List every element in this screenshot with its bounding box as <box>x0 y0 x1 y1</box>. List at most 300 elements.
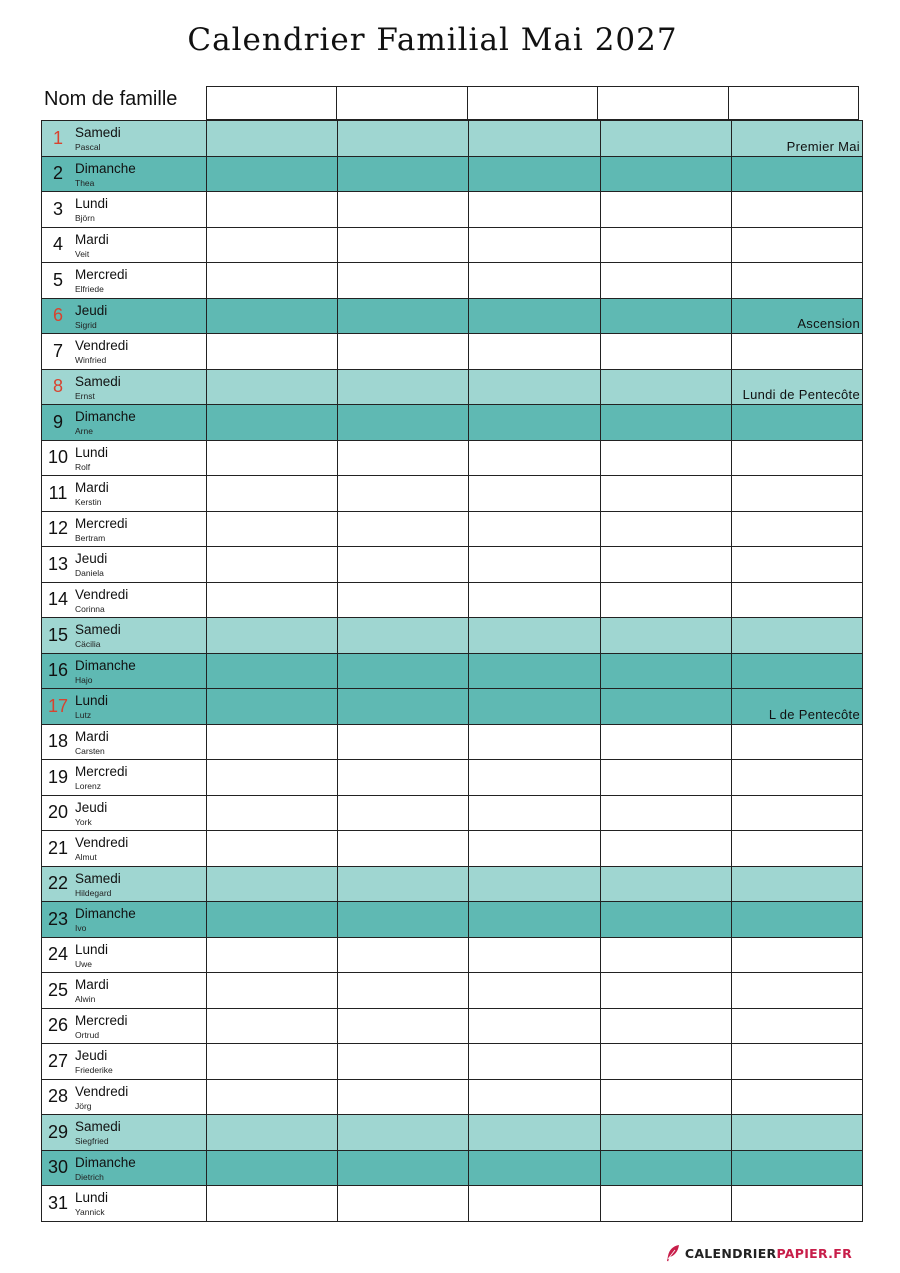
family-member-day-cell[interactable] <box>469 583 600 618</box>
family-member-day-cell[interactable] <box>207 902 338 937</box>
family-member-day-cell[interactable] <box>338 228 469 263</box>
family-member-day-cell[interactable] <box>469 725 600 760</box>
saint-name: Pascal <box>75 142 101 152</box>
family-member-day-cell[interactable] <box>732 1186 863 1221</box>
family-member-day-cell[interactable] <box>207 263 338 298</box>
day-row <box>42 760 863 796</box>
weekday-name: Lundi <box>75 444 109 460</box>
family-member-day-cell[interactable] <box>338 938 469 973</box>
day-label-cell <box>42 796 207 831</box>
family-member-day-cell[interactable] <box>732 867 863 902</box>
family-member-day-cell[interactable] <box>469 1009 600 1044</box>
day-row <box>42 263 863 299</box>
saint-name: Kerstin <box>75 497 102 507</box>
family-member-day-cell[interactable] <box>469 157 600 192</box>
weekday-name: Vendredi <box>75 338 129 353</box>
day-label-cell <box>42 263 207 298</box>
family-member-day-cell[interactable] <box>338 689 469 724</box>
saint-name: York <box>75 816 92 827</box>
day-number: 29 <box>47 1121 69 1142</box>
family-member-day-cell[interactable] <box>207 725 338 760</box>
weekday-name: Mardi <box>75 728 109 744</box>
family-member-day-cell[interactable] <box>207 867 338 902</box>
family-member-day-cell[interactable] <box>601 263 732 298</box>
family-member-day-cell[interactable] <box>207 760 338 795</box>
family-member-day-cell[interactable] <box>338 1186 469 1221</box>
family-member-day-cell[interactable] <box>732 618 863 653</box>
family-member-day-cell[interactable] <box>469 867 600 902</box>
family-member-day-cell[interactable] <box>601 725 732 760</box>
family-member-day-cell[interactable] <box>601 1115 732 1150</box>
day-label-cell <box>42 228 207 263</box>
day-label-cell <box>42 157 207 192</box>
family-member-day-cell[interactable] <box>207 370 338 405</box>
family-member-day-cell[interactable] <box>338 334 469 369</box>
family-member-day-cell[interactable] <box>732 334 863 369</box>
family-member-day-cell[interactable] <box>469 405 600 440</box>
day-number: 22 <box>47 873 69 894</box>
family-member-day-cell[interactable] <box>601 654 732 689</box>
day-row <box>42 441 863 477</box>
family-member-day-cell[interactable] <box>338 760 469 795</box>
family-member-day-cell[interactable] <box>338 441 469 476</box>
day-number: 25 <box>47 979 69 1000</box>
family-member-day-cell[interactable] <box>338 1009 469 1044</box>
page-title: Calendrier Familial Mai 2027 <box>187 22 678 58</box>
day-label-cell <box>42 689 207 724</box>
day-label-cell <box>42 831 207 866</box>
family-member-day-cell[interactable] <box>469 1186 600 1221</box>
weekday-name: Lundi <box>75 196 109 211</box>
family-member-day-cell[interactable] <box>601 228 732 263</box>
family-member-day-cell[interactable] <box>732 547 863 582</box>
family-member-day-cell[interactable] <box>601 476 732 511</box>
day-number: 9 <box>52 411 63 432</box>
family-member-day-cell[interactable] <box>469 796 600 831</box>
weekday-name: Mercredi <box>75 1012 128 1028</box>
saint-name: Jörg <box>75 1100 92 1111</box>
family-member-day-cell[interactable] <box>732 1080 863 1115</box>
family-member-day-cell[interactable] <box>732 1115 863 1150</box>
family-member-day-cell[interactable] <box>207 228 338 263</box>
day-label-cell <box>42 370 207 405</box>
day-row <box>42 405 863 441</box>
family-member-name-cell[interactable] <box>728 86 859 120</box>
family-member-day-cell[interactable] <box>732 192 863 227</box>
family-member-day-cell[interactable] <box>732 228 863 263</box>
saint-name: Arne <box>75 426 93 436</box>
day-number: 30 <box>47 1157 69 1178</box>
family-member-day-cell[interactable] <box>338 370 469 405</box>
family-member-day-cell[interactable] <box>601 796 732 831</box>
day-number: 19 <box>47 766 69 787</box>
family-member-day-cell[interactable] <box>601 547 732 582</box>
day-row <box>42 228 863 264</box>
day-row <box>42 192 863 228</box>
family-member-day-cell[interactable] <box>207 476 338 511</box>
family-member-day-cell[interactable] <box>601 121 732 156</box>
saint-name: Carsten <box>75 745 105 756</box>
weekday-name: Samedi <box>75 373 121 389</box>
family-member-day-cell[interactable] <box>732 583 863 618</box>
saint-name: Alwin <box>75 994 96 1004</box>
family-member-day-cell[interactable] <box>207 299 338 334</box>
day-row <box>42 121 863 157</box>
family-member-day-cell[interactable] <box>601 760 732 795</box>
family-member-day-cell[interactable] <box>469 547 600 582</box>
saint-name: Ernst <box>75 390 95 401</box>
saint-name: Björn <box>75 213 95 223</box>
family-member-day-cell[interactable] <box>207 192 338 227</box>
day-label-cell <box>42 334 207 369</box>
family-member-day-cell[interactable] <box>732 760 863 795</box>
family-member-day-cell[interactable] <box>338 547 469 582</box>
family-member-day-cell[interactable] <box>207 1115 338 1150</box>
saint-name: Hajo <box>75 674 93 685</box>
day-label-cell <box>42 1080 207 1115</box>
day-number: 14 <box>47 589 69 610</box>
day-label-cell <box>42 1044 207 1079</box>
saint-name: Thea <box>75 177 95 188</box>
weekday-name: Mercredi <box>75 267 128 282</box>
family-member-day-cell[interactable] <box>207 334 338 369</box>
day-number: 11 <box>48 482 68 503</box>
day-number: 13 <box>47 553 69 574</box>
day-row <box>42 299 863 335</box>
day-number: 15 <box>47 624 69 645</box>
saint-name: Ivo <box>75 923 87 933</box>
family-member-day-cell[interactable] <box>338 157 469 192</box>
day-number: 4 <box>52 234 63 255</box>
day-number: 23 <box>47 908 69 929</box>
day-label-cell <box>42 1115 207 1150</box>
family-member-day-cell[interactable] <box>469 370 600 405</box>
day-label-cell <box>42 618 207 653</box>
family-name-label: Nom de famille <box>44 88 178 110</box>
family-member-day-cell[interactable] <box>601 1080 732 1115</box>
saint-name: Siegfried <box>75 1136 109 1146</box>
family-member-day-cell[interactable] <box>601 157 732 192</box>
day-number: 28 <box>47 1086 69 1107</box>
family-member-day-cell[interactable] <box>207 618 338 653</box>
saint-name: Lutz <box>75 710 92 720</box>
weekday-name: Dimanche <box>75 1154 136 1170</box>
family-member-day-cell[interactable] <box>469 192 600 227</box>
family-member-name-cell[interactable] <box>206 86 337 120</box>
family-member-day-cell[interactable] <box>601 192 732 227</box>
family-member-day-cell[interactable] <box>469 973 600 1008</box>
weekday-name: Vendredi <box>75 586 129 602</box>
family-member-day-cell[interactable] <box>601 512 732 547</box>
day-label-cell <box>42 512 207 547</box>
family-member-day-cell[interactable] <box>601 1151 732 1186</box>
day-number: 6 <box>52 305 63 326</box>
family-member-name-cell[interactable] <box>597 86 728 120</box>
day-row <box>42 725 863 761</box>
family-member-day-cell[interactable] <box>338 973 469 1008</box>
family-member-day-cell[interactable] <box>207 1151 338 1186</box>
day-number: 3 <box>52 198 63 219</box>
family-member-day-cell[interactable] <box>338 121 469 156</box>
family-member-day-cell[interactable] <box>338 476 469 511</box>
weekday-name: Mercredi <box>75 515 128 531</box>
family-member-day-cell[interactable] <box>338 725 469 760</box>
weekday-name: Lundi <box>75 1190 109 1205</box>
family-member-day-cell[interactable] <box>601 618 732 653</box>
day-row <box>42 938 863 974</box>
family-member-day-cell[interactable] <box>732 725 863 760</box>
family-member-day-cell[interactable] <box>601 902 732 937</box>
day-label-cell <box>42 654 207 689</box>
day-number: 12 <box>47 518 69 539</box>
weekday-name: Samedi <box>75 1119 121 1134</box>
family-member-day-cell[interactable] <box>207 1186 338 1221</box>
day-number: 8 <box>52 376 63 397</box>
family-member-day-cell[interactable] <box>601 583 732 618</box>
family-member-day-cell[interactable] <box>732 405 863 440</box>
weekday-name: Jeudi <box>75 551 108 566</box>
day-number: 18 <box>47 731 69 752</box>
day-number: 17 <box>47 695 69 716</box>
day-number: 1 <box>52 127 63 148</box>
weekday-name: Dimanche <box>75 160 136 176</box>
family-member-day-cell[interactable] <box>601 299 732 334</box>
family-member-day-cell[interactable] <box>732 512 863 547</box>
day-row <box>42 689 863 725</box>
family-member-day-cell[interactable] <box>207 405 338 440</box>
saint-name: Sigrid <box>75 319 97 330</box>
day-row <box>42 796 863 832</box>
family-member-day-cell[interactable] <box>601 1009 732 1044</box>
family-member-day-cell[interactable] <box>601 938 732 973</box>
day-number: 20 <box>47 802 69 823</box>
saint-name: Friederike <box>75 1065 113 1075</box>
day-row <box>42 370 863 406</box>
holiday-label: Lundi de Pentecôte <box>742 387 860 402</box>
day-row <box>42 831 863 867</box>
family-member-day-cell[interactable] <box>338 405 469 440</box>
weekday-name: Jeudi <box>75 1048 108 1063</box>
brand-name-part2: PAPIER.FR <box>776 1245 852 1261</box>
family-member-day-cell[interactable] <box>207 121 338 156</box>
family-member-day-cell[interactable] <box>469 228 600 263</box>
family-member-day-cell[interactable] <box>601 370 732 405</box>
day-label-cell <box>42 192 207 227</box>
weekday-name: Samedi <box>75 125 121 140</box>
family-member-day-cell[interactable] <box>207 583 338 618</box>
day-row <box>42 1080 863 1116</box>
saint-name: Elfriede <box>75 284 104 294</box>
family-member-day-cell[interactable] <box>469 831 600 866</box>
family-member-day-cell[interactable] <box>732 796 863 831</box>
saint-name: Corinna <box>75 603 105 614</box>
family-member-day-cell[interactable] <box>732 263 863 298</box>
family-member-day-cell[interactable] <box>732 1044 863 1079</box>
family-member-day-cell[interactable] <box>732 831 863 866</box>
family-member-day-cell[interactable] <box>601 689 732 724</box>
family-member-day-cell[interactable] <box>338 192 469 227</box>
family-member-day-cell[interactable] <box>732 973 863 1008</box>
day-row <box>42 902 863 938</box>
family-member-day-cell[interactable] <box>207 547 338 582</box>
family-member-day-cell[interactable] <box>601 334 732 369</box>
family-member-day-cell[interactable] <box>338 1151 469 1186</box>
family-member-day-cell[interactable] <box>338 583 469 618</box>
day-label-cell <box>42 583 207 618</box>
family-member-day-cell[interactable] <box>601 867 732 902</box>
saint-name: Dietrich <box>75 1171 104 1182</box>
day-row <box>42 618 863 654</box>
day-row <box>42 512 863 548</box>
family-member-day-cell[interactable] <box>732 441 863 476</box>
holiday-label: Premier Mai <box>786 138 860 154</box>
family-member-day-cell[interactable] <box>732 157 863 192</box>
family-member-day-cell[interactable] <box>338 618 469 653</box>
saint-name: Lorenz <box>75 781 101 791</box>
family-member-day-cell[interactable] <box>601 1044 732 1079</box>
family-member-name-cell[interactable] <box>467 86 598 120</box>
family-member-day-cell[interactable] <box>469 1044 600 1079</box>
family-member-day-cell[interactable] <box>207 1044 338 1079</box>
day-label-cell <box>42 1186 207 1221</box>
family-member-day-cell[interactable] <box>469 938 600 973</box>
day-label-cell <box>42 938 207 973</box>
day-label-cell <box>42 441 207 476</box>
brand-logo <box>665 1244 852 1262</box>
day-row <box>42 1115 863 1151</box>
day-row <box>42 973 863 1009</box>
family-member-day-cell[interactable] <box>338 263 469 298</box>
family-member-day-cell[interactable] <box>207 973 338 1008</box>
family-member-day-cell[interactable] <box>601 1186 732 1221</box>
family-member-day-cell[interactable] <box>732 654 863 689</box>
weekday-name: Dimanche <box>75 657 136 673</box>
family-member-day-cell[interactable] <box>207 796 338 831</box>
day-label-cell <box>42 121 207 156</box>
family-member-day-cell[interactable] <box>338 902 469 937</box>
family-member-day-cell[interactable] <box>338 654 469 689</box>
day-number: 27 <box>47 1050 69 1071</box>
day-row <box>42 867 863 903</box>
family-member-day-cell[interactable] <box>338 1080 469 1115</box>
weekday-name: Lundi <box>75 693 109 708</box>
family-member-day-cell[interactable] <box>469 476 600 511</box>
family-member-day-cell[interactable] <box>469 263 600 298</box>
day-row <box>42 583 863 619</box>
family-member-day-cell[interactable] <box>207 512 338 547</box>
saint-name: Hildegard <box>75 887 112 898</box>
day-number: 5 <box>52 269 63 290</box>
family-member-day-cell[interactable] <box>732 1009 863 1044</box>
family-member-day-cell[interactable] <box>469 654 600 689</box>
day-label-cell <box>42 1151 207 1186</box>
family-member-header-row <box>206 86 859 120</box>
family-member-day-cell[interactable] <box>601 973 732 1008</box>
family-member-day-cell[interactable] <box>469 689 600 724</box>
family-member-day-cell[interactable] <box>207 938 338 973</box>
family-member-day-cell[interactable] <box>338 512 469 547</box>
family-member-day-cell[interactable] <box>338 867 469 902</box>
family-member-day-cell[interactable] <box>469 441 600 476</box>
saint-name: Ortrud <box>75 1029 100 1040</box>
family-member-day-cell[interactable] <box>601 831 732 866</box>
family-member-day-cell[interactable] <box>207 1080 338 1115</box>
day-row <box>42 476 863 512</box>
day-number: 2 <box>52 163 63 184</box>
day-number: 26 <box>47 1015 69 1036</box>
family-member-day-cell[interactable] <box>338 1115 469 1150</box>
family-member-day-cell[interactable] <box>338 1044 469 1079</box>
day-row <box>42 547 863 583</box>
family-member-day-cell[interactable] <box>732 1151 863 1186</box>
family-member-name-cell[interactable] <box>336 86 467 120</box>
family-member-day-cell[interactable] <box>732 476 863 511</box>
family-member-day-cell[interactable] <box>732 902 863 937</box>
family-member-day-cell[interactable] <box>469 299 600 334</box>
family-member-day-cell[interactable] <box>338 831 469 866</box>
weekday-name: Mardi <box>75 231 109 247</box>
day-row <box>42 1009 863 1045</box>
family-member-day-cell[interactable] <box>207 831 338 866</box>
family-member-day-cell[interactable] <box>207 441 338 476</box>
saint-name: Winfried <box>75 355 107 365</box>
family-member-day-cell[interactable] <box>601 405 732 440</box>
family-member-day-cell[interactable] <box>469 512 600 547</box>
family-member-day-cell[interactable] <box>207 654 338 689</box>
day-row <box>42 1151 863 1187</box>
saint-name: Bertram <box>75 532 106 543</box>
saint-name: Cäcilia <box>75 639 101 649</box>
day-row <box>42 157 863 193</box>
weekday-name: Samedi <box>75 870 121 886</box>
day-label-cell <box>42 867 207 902</box>
family-member-day-cell[interactable] <box>469 121 600 156</box>
family-member-day-cell[interactable] <box>207 1009 338 1044</box>
family-member-day-cell[interactable] <box>207 689 338 724</box>
family-member-day-cell[interactable] <box>469 618 600 653</box>
family-member-day-cell[interactable] <box>601 441 732 476</box>
day-label-cell <box>42 760 207 795</box>
family-member-day-cell[interactable] <box>207 157 338 192</box>
day-number: 10 <box>47 447 69 468</box>
day-number: 31 <box>47 1192 69 1213</box>
weekday-name: Jeudi <box>75 302 108 318</box>
weekday-name: Vendredi <box>75 1083 129 1099</box>
day-number: 16 <box>47 660 69 681</box>
brand-name-part1: CALENDRIER <box>684 1245 777 1261</box>
day-row <box>42 334 863 370</box>
family-member-day-cell[interactable] <box>338 796 469 831</box>
weekday-name: Vendredi <box>75 835 129 850</box>
day-label-cell <box>42 405 207 440</box>
family-member-day-cell[interactable] <box>469 1151 600 1186</box>
holiday-label: L de Pentecôte <box>768 706 860 722</box>
day-number: 24 <box>47 944 69 965</box>
family-member-day-cell[interactable] <box>469 902 600 937</box>
family-member-day-cell[interactable] <box>469 1080 600 1115</box>
family-member-day-cell[interactable] <box>469 1115 600 1150</box>
family-member-day-cell[interactable] <box>469 760 600 795</box>
day-label-cell <box>42 476 207 511</box>
saint-name: Daniela <box>75 568 104 578</box>
family-member-day-cell[interactable] <box>732 938 863 973</box>
family-member-day-cell[interactable] <box>469 334 600 369</box>
weekday-name: Mardi <box>75 977 109 992</box>
day-row <box>42 1044 863 1080</box>
family-member-day-cell[interactable] <box>338 299 469 334</box>
day-number: 21 <box>47 837 69 858</box>
weekday-name: Dimanche <box>75 906 136 921</box>
